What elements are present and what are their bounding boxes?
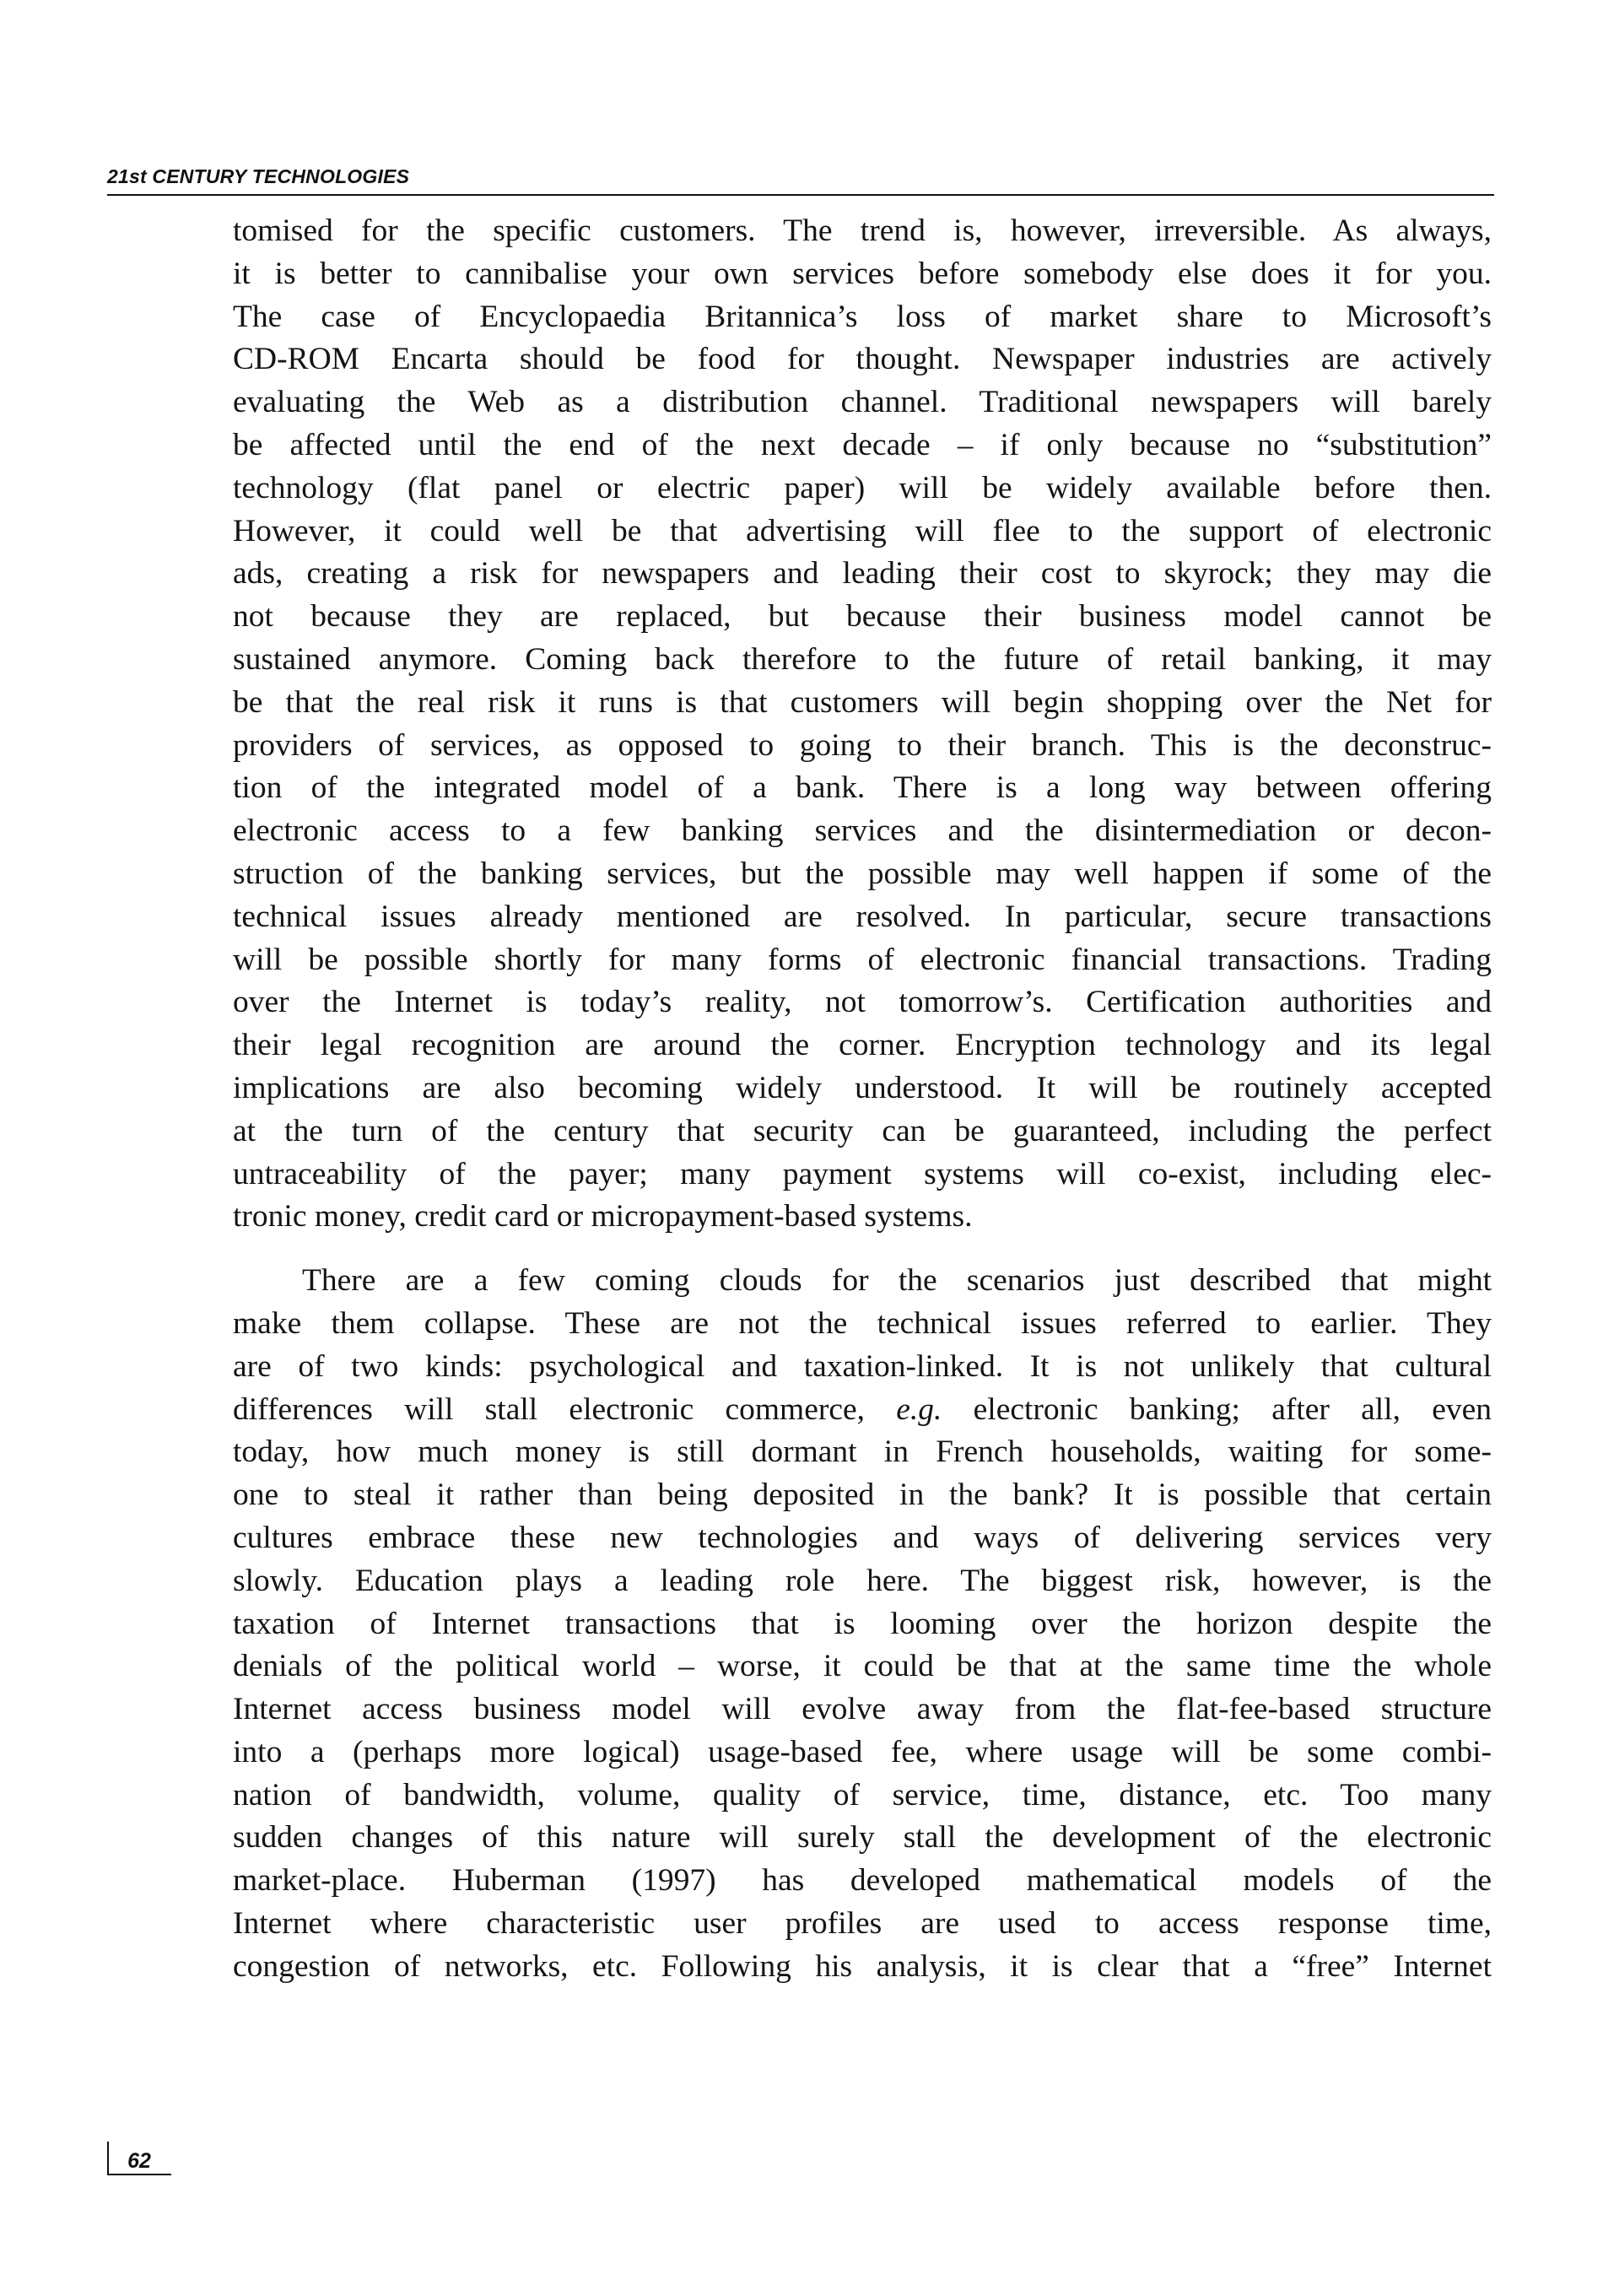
text-line <box>233 1389 1492 1432</box>
text-line: it is better to cannibalise your own services before somebody else does it for you. <box>233 256 1492 291</box>
text-line: their legal recognition are around the corner. Encryption technology and its legal <box>233 1028 1492 1063</box>
text-line: one to steal it rather than being deposited in the bank? It is possible that certain <box>233 1478 1492 1513</box>
text-line: The case of Encyclopaedia Britannica’s loss of market share to Microsoft’s <box>233 299 1492 334</box>
text-line: evaluating the Web as a distribution channel. Traditional newspapers will barely <box>233 385 1492 420</box>
text-line: providers of services, as opposed to going to their branch. This is the deconstruc- <box>233 727 1492 763</box>
text-line: not because they are replaced, but because their business model cannot be <box>233 599 1492 635</box>
text-segment: differences will stall electronic commerce, <box>233 1391 897 1427</box>
text-line: slowly. Education plays a leading role here. The biggest risk, however, is the <box>233 1563 1492 1598</box>
text-line: technology (flat panel or electric paper) will be widely available before then. <box>233 470 1492 505</box>
running-header: 21st CENTURY TECHNOLOGIES <box>107 165 410 187</box>
text-line: electronic access to a few banking services and the disintermediation or decon- <box>233 813 1492 849</box>
text-line: are of two kinds: psychological and taxation-linked. It is not unlikely that cultural <box>233 1348 1492 1384</box>
text-line: cultures embrace these new technologies and ways of delivering services very <box>233 1520 1492 1555</box>
text-line: There are a few coming clouds for the scenarios just described that might <box>302 1263 1492 1299</box>
page-number: 62 <box>107 2148 171 2175</box>
text-line: be affected until the end of the next decade – if only because no “substitution” <box>233 427 1492 462</box>
text-line: into a (perhaps more logical) usage-based fee, where usage will be some combi- <box>233 1734 1492 1769</box>
text-line: today, how much money is still dormant in French households, waiting for some- <box>233 1434 1492 1470</box>
text-line: tomised for the specific customers. The trend is, however, irreversible. As always, <box>233 213 1492 248</box>
text-line: market-place. Huberman (1997) has developed mathematical models of the <box>233 1863 1492 1899</box>
italic-abbreviation: e.g. <box>896 1391 942 1427</box>
body-text <box>233 210 1492 1989</box>
text-line: technical issues already mentioned are resolved. In particular, secure transactions <box>233 899 1492 934</box>
header-rule <box>107 194 1494 196</box>
text-line: implications are also becoming widely understood. It will be routinely accepted <box>233 1070 1492 1105</box>
text-line: at the turn of the century that security can be guaranteed, including the perfect <box>233 1113 1492 1148</box>
text-line: struction of the banking services, but the possible may well happen if some of the <box>233 856 1492 891</box>
text-line: nation of bandwidth, volume, quality of service, time, distance, etc. Too many <box>233 1777 1492 1812</box>
text-line: make them collapse. These are not the technical issues referred to earlier. They <box>233 1305 1492 1341</box>
text-line: tronic money, credit card or micropayment-based systems. <box>233 1199 973 1234</box>
text-line: sudden changes of this nature will surely stall the development of the electronic <box>233 1820 1492 1856</box>
text-line: tion of the integrated model of a bank. There is a long way between offering <box>233 770 1492 806</box>
text-line: be that the real risk it runs is that customers will begin shopping over the Net for <box>233 684 1492 720</box>
text-segment: electronic banking; after all, even <box>942 1391 1492 1427</box>
text-line: sustained anymore. Coming back therefore to the future of retail banking, it may <box>233 641 1492 677</box>
text-line: Internet access business model will evolve away from the flat-fee-based structure <box>233 1692 1492 1727</box>
text-line: Internet where characteristic user profiles are used to access response time, <box>233 1906 1492 1942</box>
text-line: CD-ROM Encarta should be food for thought. Newspaper industries are actively <box>233 342 1492 377</box>
text-line: However, it could well be that advertising will flee to the support of electronic <box>233 513 1492 548</box>
text-line: will be possible shortly for many forms of electronic financial transactions. Trading <box>233 942 1492 977</box>
text-line: taxation of Internet transactions that is looming over the horizon despite the <box>233 1606 1492 1641</box>
text-line: congestion of networks, etc. Following his analysis, it is clear that a “free” Internet <box>233 1948 1492 1984</box>
text-line: untraceability of the payer; many payment systems will co-exist, including elec- <box>233 1156 1492 1191</box>
text-line: denials of the political world – worse, it could be that at the same time the whole <box>233 1649 1492 1684</box>
text-line: ads, creating a risk for newspapers and leading their cost to skyrock; they may die <box>233 556 1492 592</box>
text-line: over the Internet is today’s reality, not tomorrow’s. Certification authorities and <box>233 985 1492 1020</box>
